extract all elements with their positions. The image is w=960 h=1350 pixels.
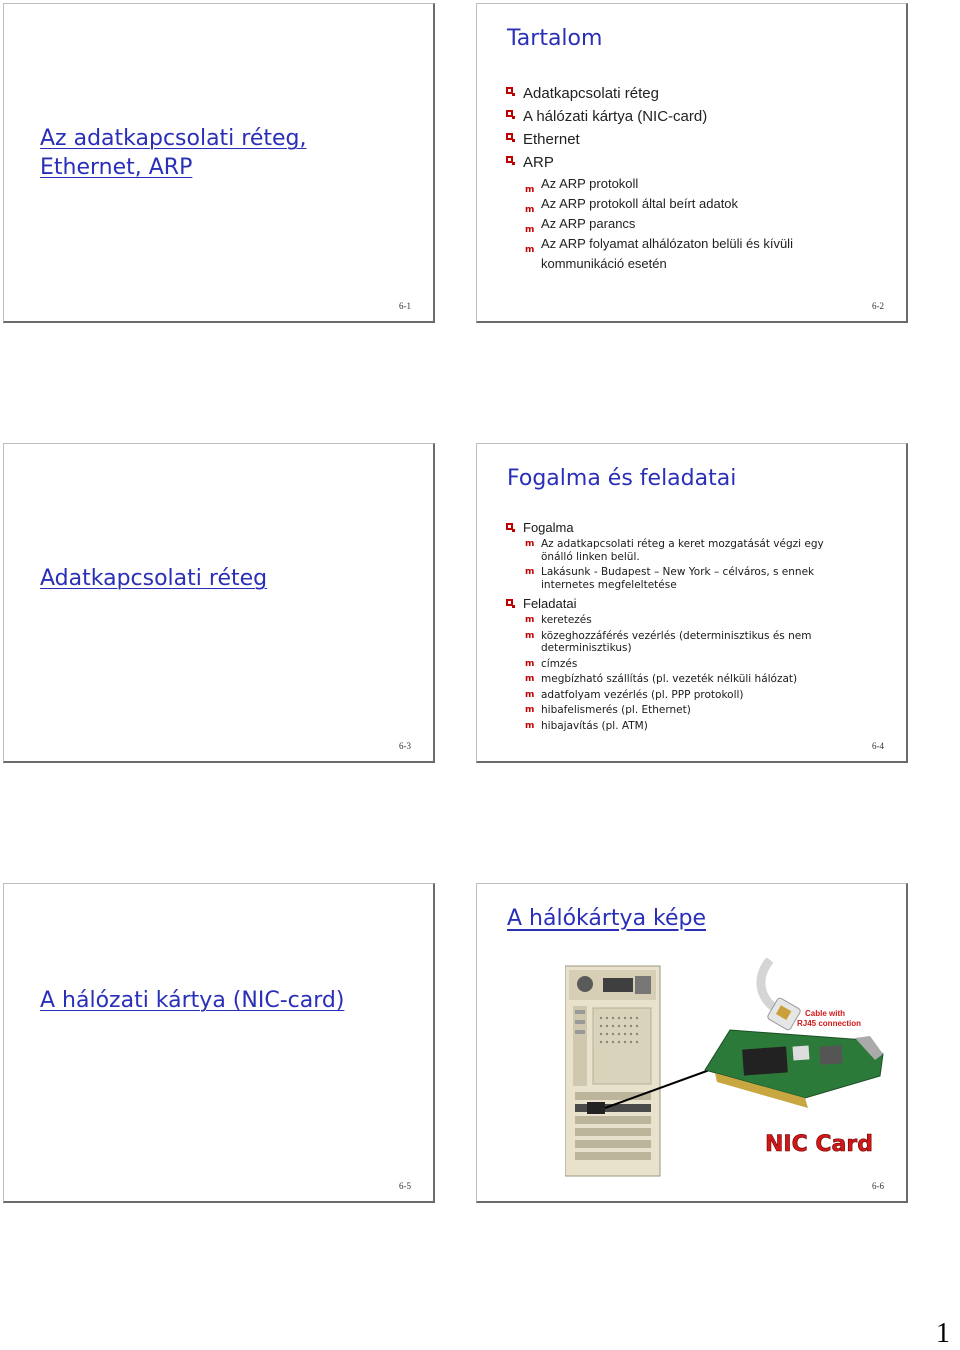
- pc-tower-image: [565, 966, 660, 1176]
- slide-3: [3, 443, 435, 763]
- slide-title: A hálózati kártya (NIC-card): [40, 988, 345, 1013]
- slide-number: 6-2: [872, 301, 884, 311]
- m-bullet-icon: m: [525, 567, 535, 577]
- slide-5: [3, 883, 435, 1203]
- sub-list-item: m hibajavítás (pl. ATM): [525, 719, 648, 732]
- list-item: Feladatai m keretezés m közeghozzáférés vezérlés (determinisztikus és nem determinisztikus) m címzés m megbízható szállítás (pl. vezeték nélküli hálózat) m adatfolyam vezérlés (pl. PPP protokoll) m hibafelismerés (pl. Ethernet) m hibajavítás (pl. ATM): [505, 594, 845, 732]
- rj45-cable-image: [761, 960, 801, 1031]
- title-line-2: Ethernet, ARP: [40, 155, 193, 180]
- cable-label: RJ45 connection: [797, 1019, 862, 1028]
- m-bullet-icon: m: [525, 705, 535, 715]
- sub-list: [523, 174, 831, 274]
- slide-2: [476, 3, 908, 323]
- m-bullet-icon: m: [525, 225, 535, 235]
- sub-list-item: m Lakásunk - Budapest – New York – célváros, s ennek internetes megfeleltetése: [525, 566, 815, 591]
- nic-card-label: NIC Card: [765, 1132, 873, 1157]
- m-bullet-icon: m: [525, 205, 535, 215]
- slide-1: [3, 3, 435, 323]
- m-bullet-icon: m: [525, 539, 535, 549]
- sub-list-item: m Az ARP protokoll által beírt adatok: [523, 194, 831, 214]
- sub-list: [523, 614, 845, 732]
- square-bullet-icon: [506, 523, 513, 530]
- contents-list: [505, 82, 831, 274]
- m-bullet-icon: m: [525, 674, 535, 684]
- sub-list-item: m megbízható szállítás (pl. vezeték nélküli hálózat): [525, 673, 798, 685]
- square-bullet-icon: [506, 110, 513, 117]
- sub-list-item: m Az ARP parancs: [523, 214, 831, 234]
- slide-title: [40, 124, 307, 182]
- slide-number: 6-4: [872, 741, 884, 751]
- list-item: Ethernet: [505, 128, 831, 151]
- sub-list-item: m Az ARP folyamat alhálózaton belüli és kívüli kommunikáció esetén: [525, 236, 793, 271]
- slide-number: 6-5: [399, 1181, 411, 1191]
- slide-number: 6-3: [399, 741, 411, 751]
- page-number: 1: [936, 1318, 950, 1349]
- m-bullet-icon: m: [525, 615, 535, 625]
- m-bullet-icon: m: [525, 245, 535, 255]
- sub-list-item: m adatfolyam vezérlés (pl. PPP protokoll): [525, 688, 744, 701]
- slide-6: [476, 883, 908, 1203]
- slide-title: A hálókártya képe: [507, 906, 707, 931]
- sub-list-item: m keretezés: [525, 614, 592, 626]
- sub-list-item: m címzés: [525, 657, 578, 670]
- sub-list-item: m Az adatkapcsolati réteg a keret mozgatását végzi egy önálló linken belül.: [525, 538, 824, 563]
- slide-number: 6-6: [872, 1181, 884, 1191]
- sub-list-item: m hibafelismerés (pl. Ethernet): [525, 704, 691, 716]
- list-item: A hálózati kártya (NIC-card): [505, 105, 831, 128]
- nic-card-image: [705, 1030, 883, 1108]
- slide-title: Adatkapcsolati réteg: [40, 566, 268, 591]
- square-bullet-icon: [506, 87, 513, 94]
- square-bullet-icon: [506, 599, 513, 606]
- list-item: Adatkapcsolati réteg: [505, 82, 831, 105]
- nic-card-illustration: [565, 958, 890, 1178]
- slide-title: Tartalom: [507, 26, 603, 51]
- sub-list: [523, 538, 845, 591]
- slide-number: 6-1: [399, 301, 411, 311]
- m-bullet-icon: m: [525, 720, 535, 731]
- cable-label: Cable with: [805, 1009, 846, 1018]
- title-line-1: Az adatkapcsolati réteg,: [40, 126, 307, 151]
- m-bullet-icon: m: [525, 689, 535, 700]
- list-item: Fogalma m Az adatkapcsolati réteg a keret mozgatását végzi egy önálló linken belül. m Lakásunk - Budapest – New York – célváros, s ennek internetes megfeleltetése: [505, 518, 845, 591]
- square-bullet-icon: [506, 133, 513, 140]
- m-bullet-icon: m: [525, 630, 535, 641]
- m-bullet-icon: m: [525, 658, 535, 669]
- sub-list-item: m Az ARP protokoll: [523, 174, 831, 194]
- sub-list-item: m közeghozzáférés vezérlés (determinisztikus és nem determinisztikus): [525, 629, 812, 654]
- list-item: ARP m Az ARP protokoll m Az ARP protokoll által beírt adatok m Az ARP parancs m Az ARP folyamat alhálózaton belüli és kívüli kommunikáció esetén: [505, 151, 831, 274]
- m-bullet-icon: m: [525, 185, 535, 195]
- concept-list: [505, 518, 845, 735]
- slide-title: Fogalma és feladatai: [507, 466, 737, 491]
- slide-4: [476, 443, 908, 763]
- square-bullet-icon: [506, 156, 513, 163]
